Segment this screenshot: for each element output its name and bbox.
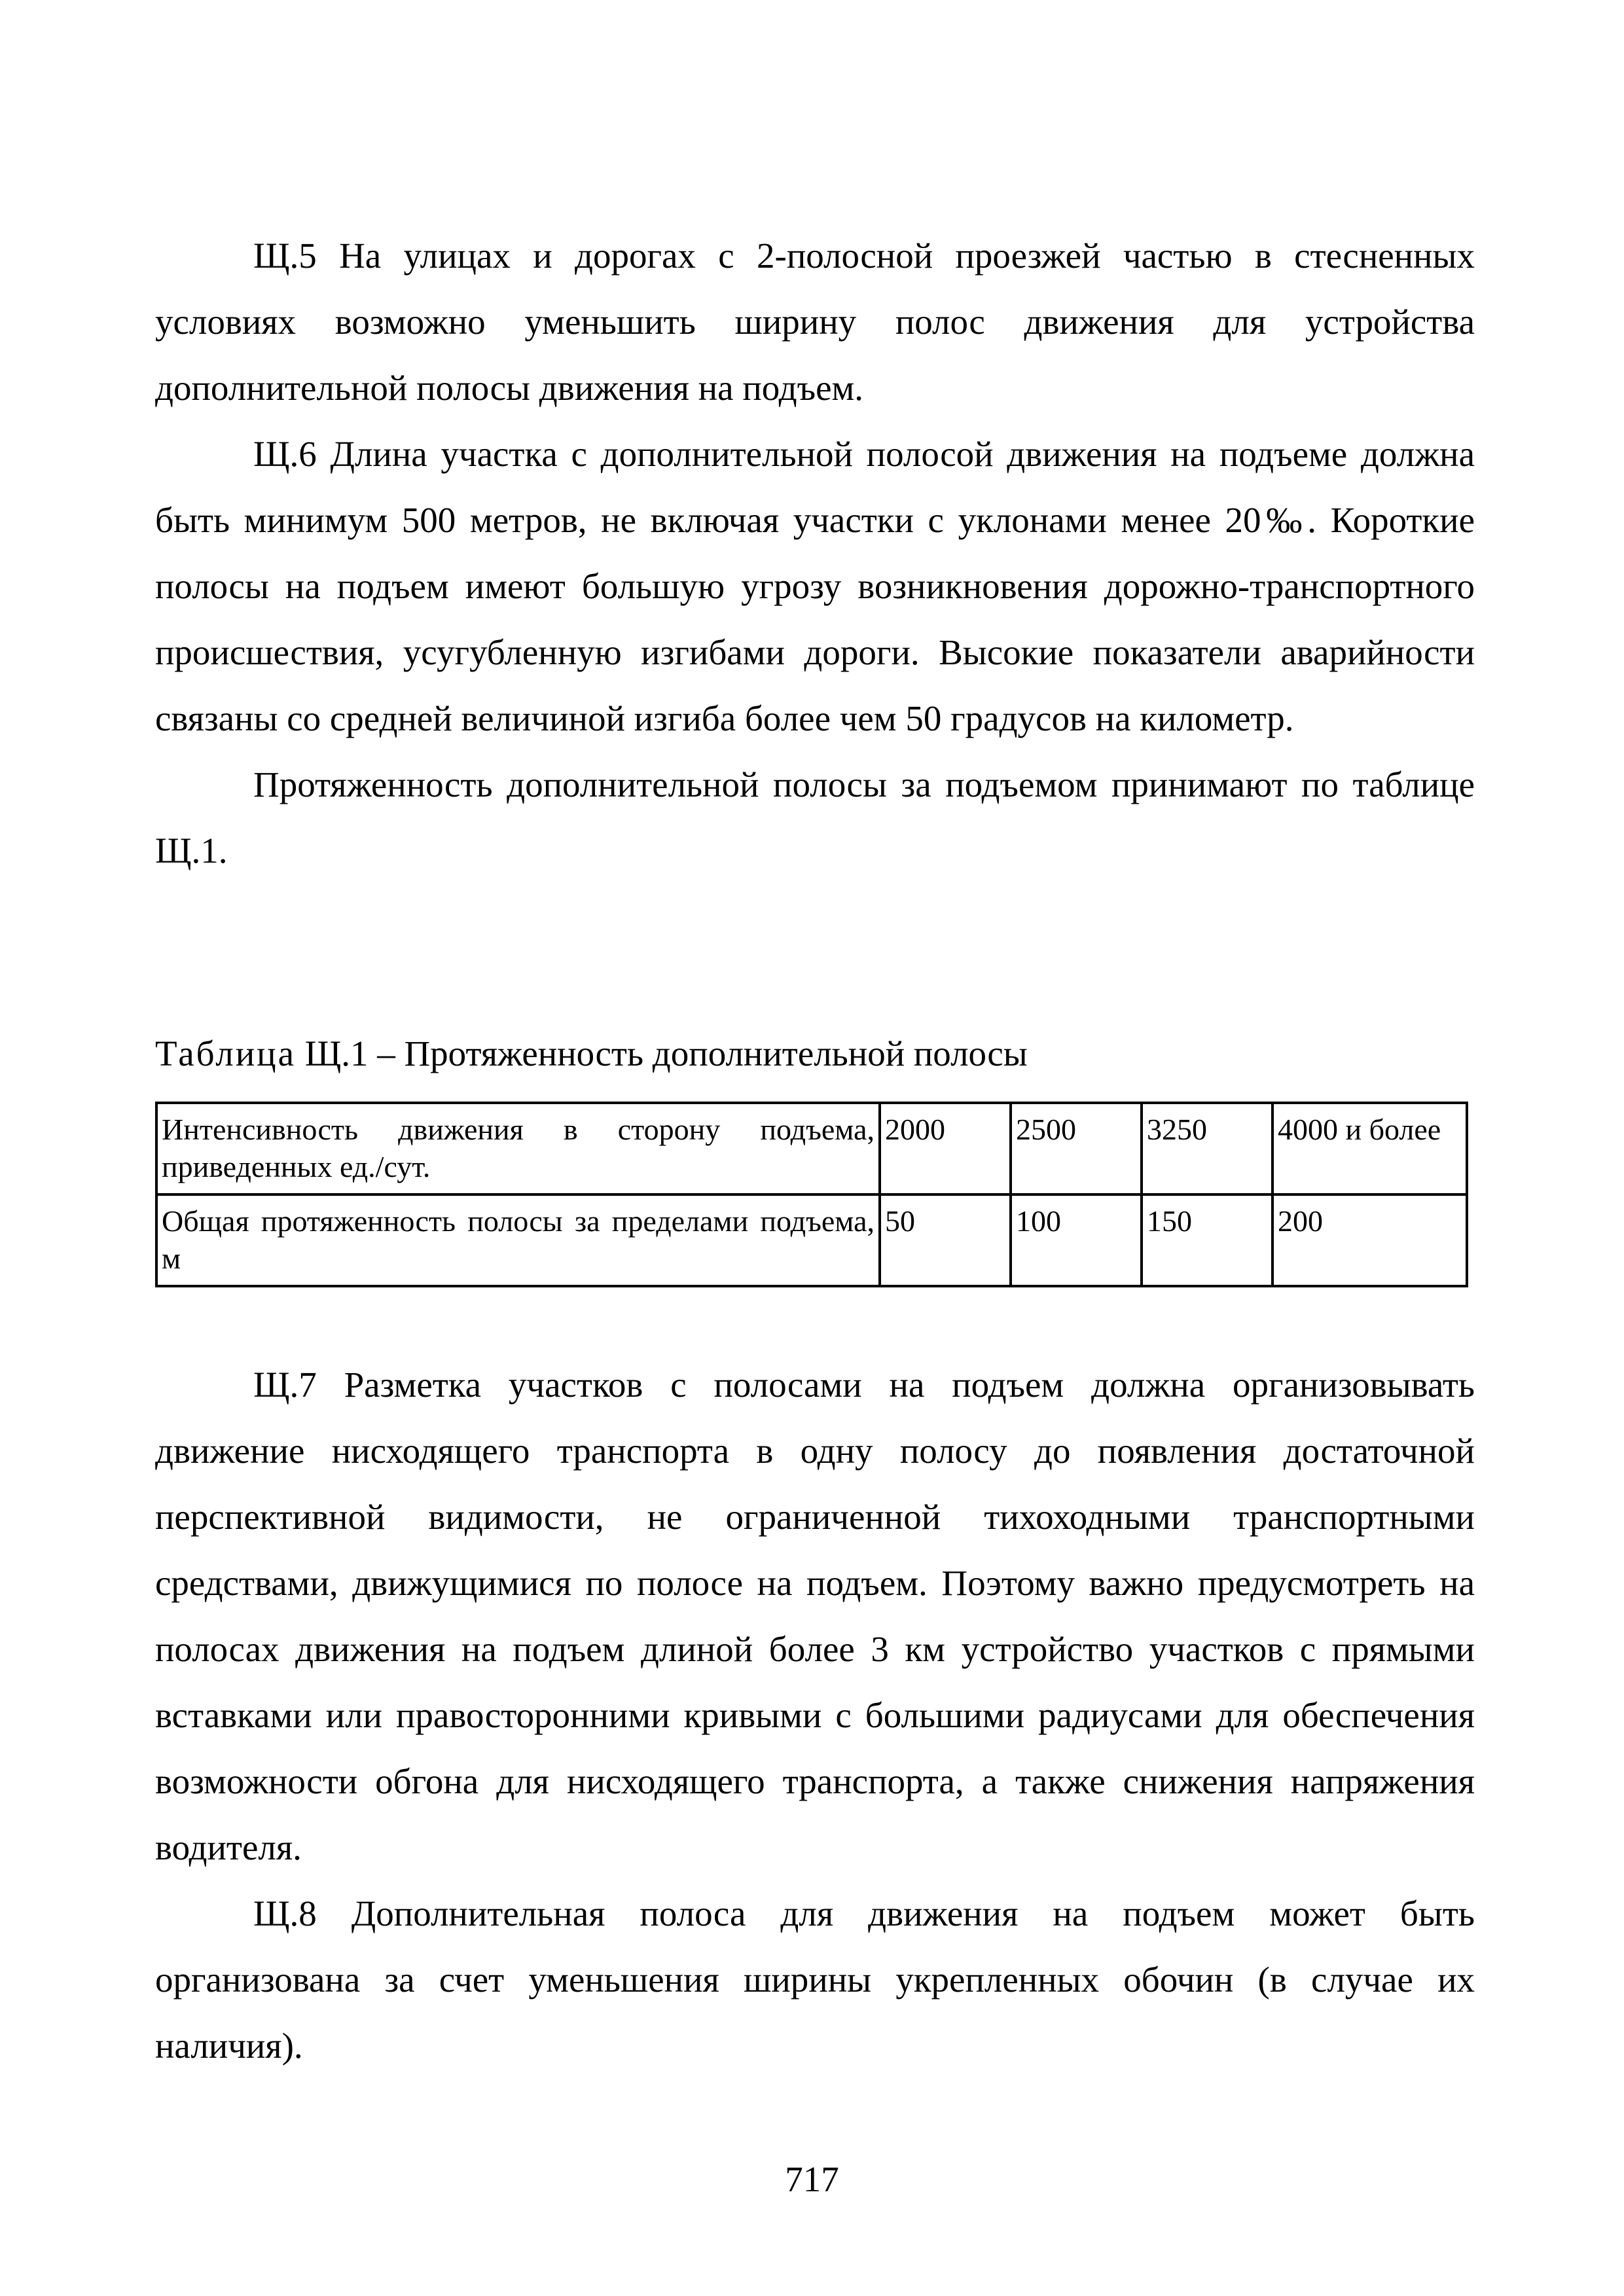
table-cell-value: 2000 bbox=[880, 1103, 1011, 1194]
page-number: 717 bbox=[785, 2159, 839, 2199]
paragraph-shch5: Щ.5 На улицах и дорогах с 2-полосной проезжей частью в стесненных условиях возможно уменьшить ширину полос движения для устройства дополнительной полосы движения на подъем. bbox=[155, 236, 1475, 408]
text-block-bottom bbox=[155, 1352, 1475, 2079]
paragraph-shch6: Щ.6 Длина участка с дополнительной полосой движения на подъеме должна быть минимум 500 метров, не включая участки с уклонами менее 20‰. Короткие полосы на подъем имеют большую угрозу возникновения дорожно-транспортного происшествия, усугубленную изгибами дороги. Высокие показатели аварийности связаны со средней величиной изгиба более чем 50 градусов на километр. bbox=[155, 434, 1475, 738]
data-table bbox=[155, 1102, 1468, 1287]
table-cell-value: 50 bbox=[880, 1194, 1011, 1286]
table-cell-value: 150 bbox=[1142, 1194, 1272, 1286]
table-cell-value: 3250 bbox=[1142, 1103, 1272, 1194]
paragraph-shch8: Щ.8 Дополнительная полоса для движения на подъем может быть организована за счет уменьшения ширины укрепленных обочин (в случае их наличия). bbox=[155, 1893, 1475, 2066]
paragraph-shch7: Щ.7 Разметка участков с полосами на подъем должна организовывать движение нисходящего транспорта в одну полосу до появления достаточной перспективной видимости, не ограниченной тихоходными транспортными средствами, движущимися по полосе на подъем. Поэтому важно предусмотреть на полосах движения на подъем длиной более 3 км устройство участков с прямыми вставками или правосторонними кривыми с большими радиусами для обеспечения возможности обгона для нисходящего транспорта, а также снижения напряжения водителя. bbox=[155, 1365, 1475, 1867]
table-cell-value: 100 bbox=[1011, 1194, 1142, 1286]
table-caption-label: Таблица bbox=[155, 1033, 296, 1073]
table-cell-label: Интенсивность движения в сторону подъема, приведенных ед./сут. bbox=[156, 1103, 880, 1194]
table-cell-value: 2500 bbox=[1011, 1103, 1142, 1194]
table-cell-label: Общая протяженность полосы за пределами подъема, м bbox=[156, 1194, 880, 1286]
text-block-top bbox=[155, 223, 1475, 884]
table-caption-title: Щ.1 – Протяженность дополнительной полосы bbox=[295, 1033, 1028, 1073]
table-row-intensity bbox=[156, 1103, 1467, 1194]
table-cell-value: 200 bbox=[1272, 1194, 1467, 1286]
table-row-length bbox=[156, 1194, 1467, 1286]
table-cell-value: 4000 и более bbox=[1272, 1103, 1467, 1194]
table-caption bbox=[155, 1024, 1475, 1083]
paragraph-table-reference: Протяженность дополнительной полосы за подъемом принимают по таблице Щ.1. bbox=[155, 764, 1475, 870]
